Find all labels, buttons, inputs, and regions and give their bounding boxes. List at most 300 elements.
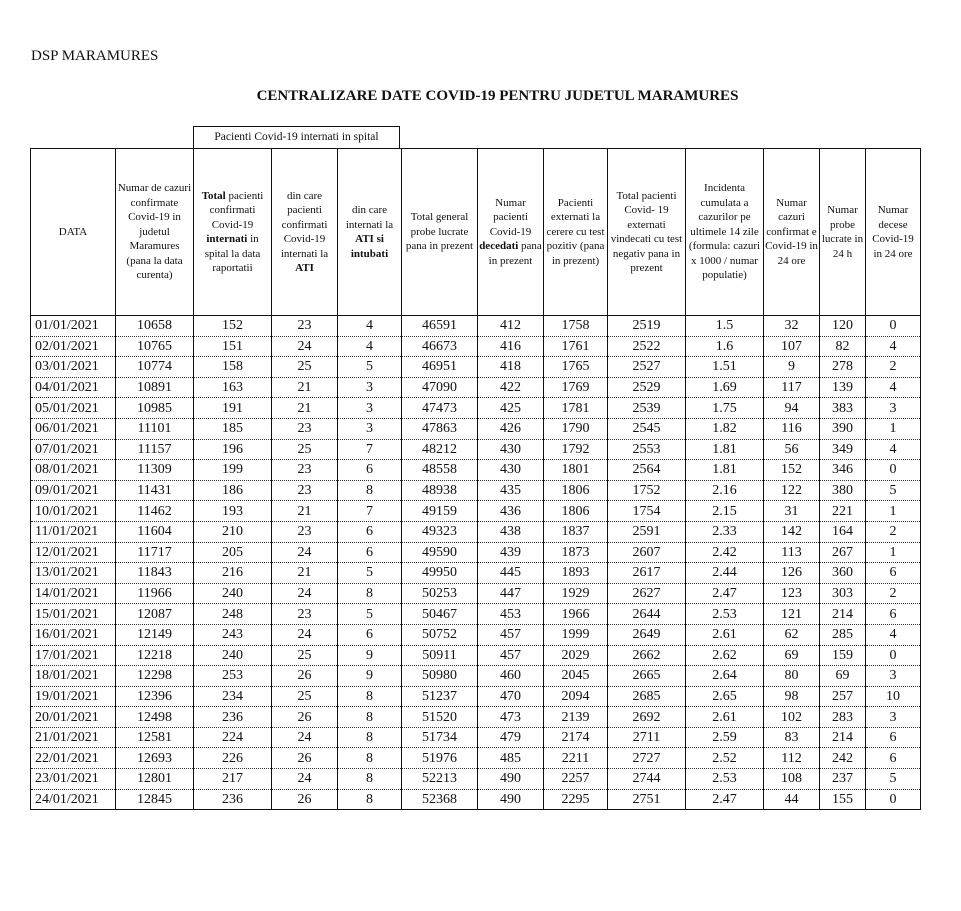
value-cell: 6 [338,460,402,481]
value-cell: 2607 [608,542,686,563]
value-cell: 4 [866,336,921,357]
value-cell: 25 [272,686,338,707]
covid-data-table [30,148,921,810]
value-cell: 1 [866,418,921,439]
value-cell: 21 [272,501,338,522]
group-header-hospitalized: Pacienti Covid-19 internati in spital [193,126,400,148]
value-cell: 46591 [402,316,478,337]
value-cell: 1893 [544,563,608,584]
value-cell: 2139 [544,707,608,728]
value-cell: 12087 [116,604,194,625]
value-cell: 12298 [116,666,194,687]
value-cell: 2522 [608,336,686,357]
value-cell: 447 [478,583,544,604]
value-cell: 2617 [608,563,686,584]
value-cell: 439 [478,542,544,563]
value-cell: 240 [194,645,272,666]
value-cell: 1769 [544,377,608,398]
date-cell: 18/01/2021 [31,666,116,687]
value-cell: 490 [478,769,544,790]
value-cell: 435 [478,480,544,501]
value-cell: 4 [866,624,921,645]
value-cell: 2.65 [686,686,764,707]
value-cell: 240 [194,583,272,604]
value-cell: 21 [272,377,338,398]
value-cell: 1790 [544,418,608,439]
value-cell: 416 [478,336,544,357]
value-cell: 425 [478,398,544,419]
value-cell: 151 [194,336,272,357]
value-cell: 108 [764,769,820,790]
value-cell: 52368 [402,789,478,810]
table-row [31,480,921,501]
table-row [31,563,921,584]
value-cell: 2.16 [686,480,764,501]
date-cell: 21/01/2021 [31,727,116,748]
column-header-8: Total pacienti Covid- 19 externati vindecati cu test negativ pana in prezent [608,149,686,316]
table-row [31,418,921,439]
value-cell: 10 [866,686,921,707]
value-cell: 2.61 [686,624,764,645]
value-cell: 1.82 [686,418,764,439]
value-cell: 10658 [116,316,194,337]
value-cell: 121 [764,604,820,625]
value-cell: 10765 [116,336,194,357]
value-cell: 26 [272,789,338,810]
value-cell: 11101 [116,418,194,439]
value-cell: 422 [478,377,544,398]
value-cell: 4 [866,439,921,460]
value-cell: 2.59 [686,727,764,748]
value-cell: 163 [194,377,272,398]
value-cell: 6 [338,542,402,563]
value-cell: 2257 [544,769,608,790]
value-cell: 191 [194,398,272,419]
value-cell: 48938 [402,480,478,501]
value-cell: 453 [478,604,544,625]
value-cell: 2591 [608,521,686,542]
value-cell: 8 [338,789,402,810]
value-cell: 116 [764,418,820,439]
value-cell: 390 [820,418,866,439]
value-cell: 2539 [608,398,686,419]
value-cell: 23 [272,521,338,542]
value-cell: 418 [478,357,544,378]
value-cell: 158 [194,357,272,378]
value-cell: 50980 [402,666,478,687]
value-cell: 257 [820,686,866,707]
value-cell: 69 [820,666,866,687]
value-cell: 5 [866,480,921,501]
value-cell: 267 [820,542,866,563]
value-cell: 473 [478,707,544,728]
value-cell: 25 [272,439,338,460]
date-cell: 11/01/2021 [31,521,116,542]
value-cell: 123 [764,583,820,604]
value-cell: 6 [338,624,402,645]
value-cell: 0 [866,645,921,666]
value-cell: 2295 [544,789,608,810]
organization-name: DSP MARAMURES [31,48,159,64]
value-cell: 460 [478,666,544,687]
table-row [31,789,921,810]
value-cell: 2727 [608,748,686,769]
value-cell: 380 [820,480,866,501]
value-cell: 12396 [116,686,194,707]
value-cell: 2662 [608,645,686,666]
value-cell: 112 [764,748,820,769]
value-cell: 221 [820,501,866,522]
value-cell: 51976 [402,748,478,769]
value-cell: 12218 [116,645,194,666]
value-cell: 24 [272,769,338,790]
table-row [31,521,921,542]
value-cell: 24 [272,542,338,563]
value-cell: 1758 [544,316,608,337]
value-cell: 21 [272,563,338,584]
value-cell: 470 [478,686,544,707]
date-cell: 19/01/2021 [31,686,116,707]
value-cell: 2692 [608,707,686,728]
header-row [31,149,921,316]
value-cell: 24 [272,583,338,604]
value-cell: 49323 [402,521,478,542]
column-header-5: Total general probe lucrate pana in prezent [402,149,478,316]
value-cell: 56 [764,439,820,460]
value-cell: 6 [866,727,921,748]
value-cell: 12801 [116,769,194,790]
column-header-0: DATA [31,149,116,316]
value-cell: 23 [272,460,338,481]
value-cell: 445 [478,563,544,584]
date-cell: 02/01/2021 [31,336,116,357]
value-cell: 2 [866,357,921,378]
value-cell: 23 [272,316,338,337]
value-cell: 1.5 [686,316,764,337]
value-cell: 1837 [544,521,608,542]
value-cell: 2.53 [686,769,764,790]
value-cell: 1.6 [686,336,764,357]
value-cell: 83 [764,727,820,748]
column-header-1: Numar de cazuri confirmate Covid-19 in judetul Maramures (pana la data curenta) [116,149,194,316]
date-cell: 09/01/2021 [31,480,116,501]
table-row [31,707,921,728]
date-cell: 06/01/2021 [31,418,116,439]
value-cell: 2.15 [686,501,764,522]
value-cell: 11604 [116,521,194,542]
value-cell: 24 [272,336,338,357]
value-cell: 12693 [116,748,194,769]
value-cell: 2.42 [686,542,764,563]
value-cell: 2553 [608,439,686,460]
value-cell: 107 [764,336,820,357]
value-cell: 155 [820,789,866,810]
column-header-7: Pacienti externati la cerere cu test pozitiv (pana in prezent) [544,149,608,316]
value-cell: 50752 [402,624,478,645]
value-cell: 1806 [544,480,608,501]
value-cell: 5 [866,769,921,790]
value-cell: 2.47 [686,583,764,604]
page-title: CENTRALIZARE DATE COVID-19 PENTRU JUDETUL MARAMURES [256,88,739,104]
value-cell: 1752 [608,480,686,501]
value-cell: 12845 [116,789,194,810]
value-cell: 9 [338,666,402,687]
value-cell: 46951 [402,357,478,378]
value-cell: 164 [820,521,866,542]
value-cell: 243 [194,624,272,645]
value-cell: 0 [866,789,921,810]
value-cell: 25 [272,357,338,378]
value-cell: 9 [764,357,820,378]
value-cell: 152 [764,460,820,481]
value-cell: 479 [478,727,544,748]
value-cell: 217 [194,769,272,790]
value-cell: 47863 [402,418,478,439]
value-cell: 0 [866,460,921,481]
value-cell: 2649 [608,624,686,645]
value-cell: 1966 [544,604,608,625]
value-cell: 6 [866,748,921,769]
value-cell: 2.61 [686,707,764,728]
date-cell: 16/01/2021 [31,624,116,645]
value-cell: 23 [272,604,338,625]
value-cell: 10774 [116,357,194,378]
value-cell: 2094 [544,686,608,707]
value-cell: 2751 [608,789,686,810]
value-cell: 48558 [402,460,478,481]
date-cell: 15/01/2021 [31,604,116,625]
value-cell: 438 [478,521,544,542]
value-cell: 2211 [544,748,608,769]
value-cell: 1.81 [686,439,764,460]
value-cell: 2665 [608,666,686,687]
value-cell: 1761 [544,336,608,357]
value-cell: 1 [866,542,921,563]
value-cell: 185 [194,418,272,439]
value-cell: 113 [764,542,820,563]
table-row [31,439,921,460]
value-cell: 9 [338,645,402,666]
date-cell: 07/01/2021 [31,439,116,460]
date-cell: 13/01/2021 [31,563,116,584]
value-cell: 349 [820,439,866,460]
table-row [31,336,921,357]
value-cell: 2029 [544,645,608,666]
value-cell: 51237 [402,686,478,707]
value-cell: 122 [764,480,820,501]
value-cell: 253 [194,666,272,687]
value-cell: 5 [338,604,402,625]
value-cell: 102 [764,707,820,728]
value-cell: 283 [820,707,866,728]
column-header-3: din care pacienti confirmati Covid-19 internati la ATI [272,149,338,316]
value-cell: 3 [866,666,921,687]
value-cell: 457 [478,624,544,645]
value-cell: 1781 [544,398,608,419]
column-header-2: Total pacienti confirmati Covid-19 internati in spital la data raportatii [194,149,272,316]
value-cell: 1.75 [686,398,764,419]
date-cell: 20/01/2021 [31,707,116,728]
value-cell: 2045 [544,666,608,687]
table-row [31,748,921,769]
value-cell: 11462 [116,501,194,522]
value-cell: 346 [820,460,866,481]
value-cell: 3 [866,707,921,728]
value-cell: 1929 [544,583,608,604]
value-cell: 152 [194,316,272,337]
value-cell: 2.52 [686,748,764,769]
value-cell: 360 [820,563,866,584]
value-cell: 49159 [402,501,478,522]
value-cell: 50253 [402,583,478,604]
value-cell: 26 [272,707,338,728]
value-cell: 11431 [116,480,194,501]
value-cell: 69 [764,645,820,666]
value-cell: 26 [272,748,338,769]
value-cell: 11843 [116,563,194,584]
value-cell: 1 [866,501,921,522]
value-cell: 1765 [544,357,608,378]
value-cell: 51520 [402,707,478,728]
value-cell: 4 [866,377,921,398]
value-cell: 25 [272,645,338,666]
value-cell: 2564 [608,460,686,481]
value-cell: 3 [866,398,921,419]
value-cell: 47090 [402,377,478,398]
value-cell: 2 [866,521,921,542]
value-cell: 186 [194,480,272,501]
value-cell: 216 [194,563,272,584]
value-cell: 303 [820,583,866,604]
value-cell: 1999 [544,624,608,645]
date-cell: 14/01/2021 [31,583,116,604]
value-cell: 224 [194,727,272,748]
date-cell: 23/01/2021 [31,769,116,790]
value-cell: 49950 [402,563,478,584]
value-cell: 98 [764,686,820,707]
date-cell: 01/01/2021 [31,316,116,337]
value-cell: 8 [338,583,402,604]
value-cell: 117 [764,377,820,398]
value-cell: 8 [338,480,402,501]
value-cell: 49590 [402,542,478,563]
value-cell: 50467 [402,604,478,625]
value-cell: 2627 [608,583,686,604]
date-cell: 08/01/2021 [31,460,116,481]
column-header-6: Numar pacienti Covid-19 decedati pana in prezent [478,149,544,316]
value-cell: 412 [478,316,544,337]
value-cell: 48212 [402,439,478,460]
value-cell: 2.64 [686,666,764,687]
value-cell: 210 [194,521,272,542]
value-cell: 436 [478,501,544,522]
value-cell: 12149 [116,624,194,645]
value-cell: 7 [338,439,402,460]
value-cell: 2744 [608,769,686,790]
value-cell: 11966 [116,583,194,604]
value-cell: 44 [764,789,820,810]
value-cell: 11717 [116,542,194,563]
value-cell: 2519 [608,316,686,337]
date-cell: 12/01/2021 [31,542,116,563]
value-cell: 24 [272,624,338,645]
value-cell: 2545 [608,418,686,439]
table-row [31,727,921,748]
value-cell: 1.81 [686,460,764,481]
value-cell: 5 [338,563,402,584]
table-row [31,460,921,481]
value-cell: 236 [194,707,272,728]
value-cell: 485 [478,748,544,769]
value-cell: 2174 [544,727,608,748]
value-cell: 193 [194,501,272,522]
value-cell: 237 [820,769,866,790]
value-cell: 11157 [116,439,194,460]
value-cell: 52213 [402,769,478,790]
value-cell: 242 [820,748,866,769]
value-cell: 205 [194,542,272,563]
column-header-10: Numar cazuri confirmat e Covid-19 in 24 ore [764,149,820,316]
value-cell: 2 [866,583,921,604]
value-cell: 2685 [608,686,686,707]
value-cell: 23 [272,418,338,439]
value-cell: 7 [338,501,402,522]
table-row [31,624,921,645]
table-row [31,542,921,563]
value-cell: 430 [478,460,544,481]
value-cell: 11309 [116,460,194,481]
value-cell: 196 [194,439,272,460]
date-cell: 22/01/2021 [31,748,116,769]
value-cell: 8 [338,769,402,790]
value-cell: 1.51 [686,357,764,378]
value-cell: 214 [820,727,866,748]
value-cell: 26 [272,666,338,687]
table-row [31,769,921,790]
value-cell: 94 [764,398,820,419]
value-cell: 236 [194,789,272,810]
value-cell: 2644 [608,604,686,625]
value-cell: 12581 [116,727,194,748]
table-row [31,377,921,398]
value-cell: 142 [764,521,820,542]
value-cell: 214 [820,604,866,625]
value-cell: 3 [338,418,402,439]
table-body [31,316,921,810]
value-cell: 6 [866,563,921,584]
value-cell: 226 [194,748,272,769]
table-row [31,604,921,625]
value-cell: 31 [764,501,820,522]
value-cell: 1806 [544,501,608,522]
table-row [31,583,921,604]
date-cell: 24/01/2021 [31,789,116,810]
value-cell: 8 [338,707,402,728]
column-header-4: din care internati la ATI si intubati [338,149,402,316]
table-row [31,316,921,337]
value-cell: 50911 [402,645,478,666]
value-cell: 1792 [544,439,608,460]
value-cell: 383 [820,398,866,419]
value-cell: 426 [478,418,544,439]
value-cell: 278 [820,357,866,378]
value-cell: 2529 [608,377,686,398]
value-cell: 126 [764,563,820,584]
table-row [31,666,921,687]
value-cell: 62 [764,624,820,645]
table-row [31,645,921,666]
value-cell: 490 [478,789,544,810]
